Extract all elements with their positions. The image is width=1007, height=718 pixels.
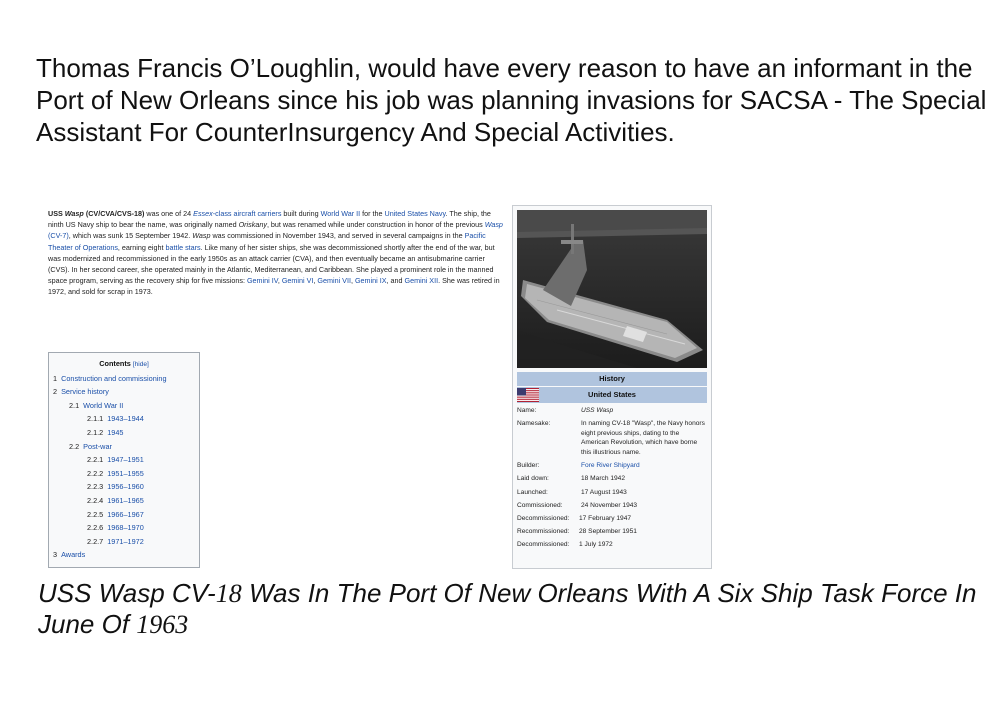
- infobox-key: Namesake:: [517, 420, 551, 428]
- infobox-value: USS Wasp: [581, 407, 614, 414]
- infobox-row: [517, 406, 707, 416]
- intro-text: ,: [277, 276, 282, 286]
- gemini-vi-link[interactable]: Gemini VI: [281, 276, 314, 286]
- wasp-cv7-link[interactable]: (CV-7): [48, 231, 69, 241]
- wasp-cv7-link[interactable]: Wasp: [484, 220, 503, 230]
- intro-text: ,: [350, 276, 355, 286]
- toc-item-link[interactable]: Service history: [61, 387, 109, 397]
- gemini-xii-link[interactable]: Gemini XII: [404, 276, 439, 286]
- infobox-row: [517, 527, 707, 537]
- caption-part: Was In The Port Of New Orleans With A Six Ship Task Force In June Of: [38, 578, 977, 639]
- toc-item[interactable]: [49, 440, 199, 454]
- toc-item[interactable]: [49, 385, 199, 399]
- toc-item[interactable]: [49, 508, 199, 522]
- toc-item-link[interactable]: 1961–1965: [107, 495, 144, 505]
- essex-class-link[interactable]: -class aircraft carriers: [212, 209, 282, 218]
- wikipedia-screenshot: [40, 205, 712, 567]
- toc-item-number: 3: [53, 550, 58, 560]
- toc-item-number: 2.1: [69, 400, 80, 410]
- toc-item[interactable]: [49, 548, 199, 562]
- table-of-contents: [48, 352, 200, 568]
- infobox-key: Commissioned:: [517, 501, 563, 509]
- carrier-photo[interactable]: [517, 210, 707, 368]
- intro-paragraph: [48, 208, 508, 298]
- toc-item-number: 2.2.4: [87, 495, 104, 505]
- infobox-key: Builder:: [517, 462, 540, 470]
- heading-text: Thomas Francis O’Loughlin, would have every reason to have an informant in the Port of New Orleans since his job was planning invasions for SACSA - The Special Assistant For CounterInsurgency And Special Activities.: [36, 53, 987, 147]
- intro-text: ,: [313, 276, 318, 286]
- intro-text: , which was sunk 15 September 1942.: [68, 231, 193, 241]
- intro-text: built during: [281, 209, 321, 218]
- infobox-key: Laid down:: [517, 475, 549, 483]
- gemini-ix-link[interactable]: Gemini IX: [354, 276, 387, 286]
- toc-item-number: 2.2.6: [87, 523, 104, 533]
- toc-item-link[interactable]: 1966–1967: [107, 509, 144, 519]
- toc-item[interactable]: [49, 480, 199, 494]
- toc-item-number: 2.1.2: [87, 427, 104, 437]
- infobox-key: Name:: [517, 407, 537, 414]
- toc-item-link[interactable]: 1971–1972: [107, 536, 144, 546]
- toc-item[interactable]: [49, 412, 199, 426]
- infobox-key: Decommissioned:: [517, 514, 570, 522]
- history-header: History: [517, 372, 707, 386]
- toc-item-number: 2.2.5: [87, 509, 104, 519]
- intro-text: . She was retired in 1972, and sold for scrap in 1973.: [48, 276, 500, 297]
- intro-text: . Like many of her sister ships, she was decommissioned shortly after the end of the war, but was modernized and recommissioned in the early 1950s as an attack carrier (CVA), and then eventually became an antisubmarine carrier (CVS). In her second career, she operated mainly in the Atlantic, Mediterranean, and Caribbean. She played a prominent role in the manned space program, serving as the recovery ship for five missions:: [48, 242, 495, 286]
- toc-item-link[interactable]: 1951–1955: [107, 468, 144, 478]
- intro-text: was one of 24: [144, 209, 194, 218]
- intro-text: . The ship, the ninth US Navy ship to bear the name, was originally named: [48, 209, 491, 230]
- intro-text: for the: [360, 209, 385, 218]
- infobox-row: [517, 514, 707, 524]
- country-name: United States: [588, 390, 636, 399]
- infobox-key: Launched:: [517, 488, 548, 496]
- intro-text: , but was renamed while under construction in honor of the previous: [266, 220, 485, 230]
- infobox-value: 17 February 1947: [579, 514, 632, 522]
- intro-text: Oriskany: [238, 220, 267, 230]
- toc-item[interactable]: [49, 453, 199, 467]
- infobox-value: 17 August 1943: [581, 488, 627, 496]
- toc-item-number: 2.2.2: [87, 468, 104, 478]
- infobox-row: [517, 461, 707, 471]
- intro-text: , and: [386, 276, 405, 286]
- intro-text: Wasp: [192, 231, 211, 241]
- toc-item-link[interactable]: Construction and commissioning: [61, 373, 167, 383]
- toc-item-number: 2: [53, 387, 58, 397]
- infobox-key: Recommissioned:: [517, 528, 570, 536]
- toc-item-number: 2.2.7: [87, 536, 104, 546]
- toc-item[interactable]: [49, 494, 199, 508]
- world-war-ii-link[interactable]: World War II: [320, 209, 361, 218]
- infobox-key: Decommissioned:: [517, 541, 570, 549]
- toc-item[interactable]: [49, 372, 199, 386]
- toc-item[interactable]: [49, 399, 199, 413]
- infobox-value: 18 March 1942: [581, 475, 625, 483]
- infobox-value: 1 July 1972: [579, 541, 613, 549]
- infobox-row: [517, 501, 707, 511]
- toc-item[interactable]: [49, 426, 199, 440]
- infobox-row: [517, 474, 707, 484]
- caption-text: [38, 578, 988, 640]
- toc-item-link[interactable]: 1945: [107, 427, 124, 437]
- toc-item-number: 1: [53, 373, 58, 383]
- infobox-row: [517, 419, 707, 457]
- toc-item[interactable]: [49, 521, 199, 535]
- toc-item-number: 2.2: [69, 441, 80, 451]
- toc-item-link[interactable]: Awards: [61, 550, 86, 560]
- toc-item-number: 2.2.3: [87, 482, 104, 492]
- infobox-value: 28 September 1951: [579, 528, 637, 536]
- toc-title-text: Contents: [99, 359, 131, 368]
- infobox-row: [517, 488, 707, 498]
- toc-hide-link[interactable]: [hide]: [132, 361, 149, 368]
- toc-item[interactable]: [49, 467, 199, 481]
- toc-item-number: 2.2.1: [87, 455, 104, 465]
- toc-item-number: 2.1.1: [87, 414, 104, 424]
- intro-text: (CV/CVA/CVS-18): [83, 209, 145, 218]
- caption-number: 18: [215, 579, 242, 608]
- infobox-row: [517, 540, 707, 550]
- infobox-value: In naming CV-18 "Wasp", the Navy honors eight previous ships, dating to the American Revolution, which have borne this illustrious name.: [581, 420, 705, 456]
- toc-item-link[interactable]: 1943–1944: [107, 414, 144, 424]
- essex-link[interactable]: Essex: [193, 209, 213, 218]
- intro-text: , earning eight: [117, 242, 166, 252]
- intro-text: USS: [48, 209, 65, 218]
- toc-item-link[interactable]: Post-war: [83, 441, 112, 451]
- battle-stars-link[interactable]: battle stars: [165, 242, 201, 252]
- toc-item[interactable]: [49, 535, 199, 549]
- infobox-table: [517, 406, 707, 553]
- pacific-theater-link[interactable]: Pacific Theater of Operations: [48, 231, 486, 252]
- carrier-photo-image: [517, 210, 707, 368]
- intro-text: was commissioned in November 1943, and served in several campaigns in the: [210, 231, 465, 241]
- caption-year: 1963: [136, 610, 189, 639]
- caption-part: USS Wasp CV-: [38, 578, 216, 608]
- infobox-value: 24 November 1943: [581, 501, 638, 509]
- us-navy-link[interactable]: United States Navy: [384, 209, 446, 218]
- intro-text: Wasp: [64, 209, 84, 218]
- toc-item-link[interactable]: 1947–1951: [107, 455, 144, 465]
- gemini-vii-link[interactable]: Gemini VII: [317, 276, 351, 286]
- toc-item-link[interactable]: 1968–1970: [107, 523, 144, 533]
- toc-title: [49, 357, 199, 372]
- toc-item-link[interactable]: World War II: [83, 400, 124, 410]
- infobox: [512, 205, 712, 569]
- builder-link[interactable]: Fore River Shipyard: [581, 462, 640, 470]
- country-header: [517, 387, 707, 403]
- toc-item-link[interactable]: 1956–1960: [107, 482, 144, 492]
- gemini-iv-link[interactable]: Gemini IV: [246, 276, 278, 286]
